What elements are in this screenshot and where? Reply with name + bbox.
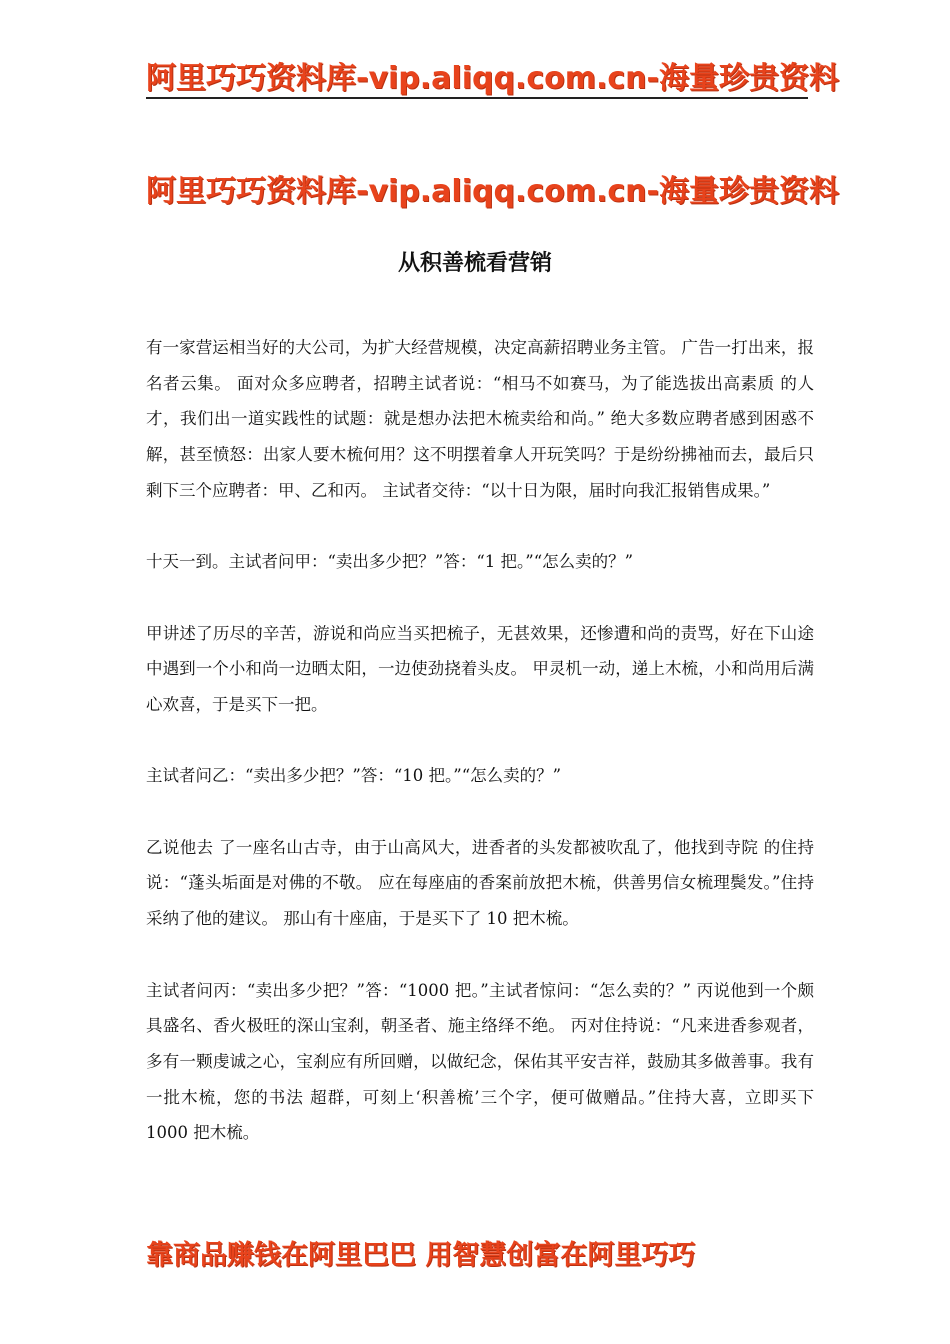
paragraph: 十天一到。主试者问甲：“卖出多少把？”答：“1 把。”“怎么卖的？” (146, 552, 634, 572)
paragraph: 有一家营运相当好的大公司，为扩大经营规模，决定高薪招聘业务主管。 广告一打出来，报名者云集。 面对众多应聘者，招聘主试者说：“相马不如赛马，为了能选拔出高素质 的人才，我们出一道实践性的试题：就是想办法把木梳卖给和尚。” 绝大多数应聘者感到困惑不解，甚至愤怒：出家人要木梳何用？这不明摆着拿人开玩笑吗？于是纷纷拂袖而去，最后只剩下三个应聘者：甲、乙和丙。 主试者交待：“以十日为限，届时向我汇报销售成果。” (146, 338, 814, 500)
header-banner-top[interactable]: 阿里巧巧资料库-vip.aliqq.com.cn-海量珍贵资料 (146, 62, 808, 99)
paragraph: 主试者问乙：“卖出多少把？”答：“10 把。”“怎么卖的？” (146, 766, 562, 786)
paragraph: 甲讲述了历尽的辛苦，游说和尚应当买把梳子，无甚效果，还惨遭和尚的责骂，好在下山途中遇到一个小和尚一边晒太阳，一边使劲挠着头皮。 甲灵机一动，递上木梳，小和尚用后满心欢喜，于是买下一把。 (146, 623, 814, 714)
paragraph: 主试者问丙：“卖出多少把？”答：“1000 把。”主试者惊问：“怎么卖的？” 丙说他到一个颇具盛名、香火极旺的深山宝刹，朝圣者、施主络绎不绝。 丙对住持说：“凡来进香参观者，多有一颗虔诚之心，宝刹应有所回赠，以做纪念，保佑其平安吉祥，鼓励其多做善事。我有一批木梳，您的书法 超群，可刻上‘积善梳’三个字，便可做赠品。”住持大喜，立即买下 1000 把木梳。 (146, 980, 814, 1143)
footer-banner[interactable]: 靠商品赚钱在阿里巴巴 用智慧创富在阿里巧巧 (146, 1240, 696, 1271)
article-body (146, 330, 814, 1187)
article-title: 从积善梳看营销 (397, 251, 552, 276)
header-banner-second[interactable]: 阿里巧巧资料库-vip.aliqq.com.cn-海量珍贵资料 (146, 174, 839, 209)
paragraph: 乙说他去 了一座名山古寺，由于山高风大，进香者的头发都被吹乱了，他找到寺院 的住持说：“蓬头垢面是对佛的不敬。 应在每座庙的香案前放把木梳，供善男信女梳理鬓发。”住持采纳了他的建议。 那山有十座庙，于是买下了 10 把木梳。 (146, 837, 814, 929)
